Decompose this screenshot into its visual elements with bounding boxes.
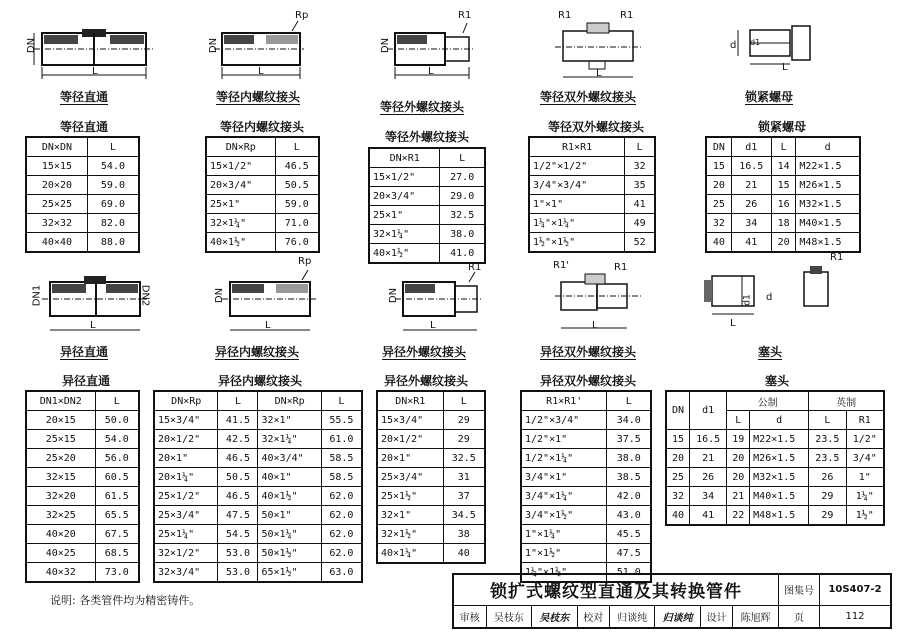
atlas-number: 10S407-2 (820, 574, 892, 605)
header-cell: L (625, 137, 655, 157)
equal-female-fig-caption: 等径内螺纹接头 (216, 90, 301, 104)
equal-double-male-table (528, 136, 656, 253)
table-cell: 25×1/2" (154, 487, 218, 506)
header-cell: R1 (846, 411, 884, 430)
table-cell: 54.5 (218, 525, 258, 544)
table-cell: 3/4"×3/4" (529, 176, 625, 195)
table-cell: 40×40 (26, 233, 87, 253)
header-cell: L (275, 137, 319, 157)
table-cell: 20×3/4" (206, 176, 275, 195)
table-cell: 41.0 (440, 244, 485, 264)
table-cell: 20×15 (26, 411, 95, 430)
reducing-straight-table (25, 390, 140, 583)
table-cell: 46.5 (275, 157, 319, 176)
table-cell: 40 (443, 544, 485, 564)
header-cell: DN1×DN2 (26, 391, 95, 411)
r1-label: R1 (614, 262, 628, 273)
table-cell: M22×1.5 (750, 430, 809, 449)
table-cell: 53.0 (218, 544, 258, 563)
l-label: L (730, 318, 736, 329)
table-cell: M40×1.5 (796, 214, 860, 233)
equal-male-table-caption: 等径外螺纹接头 (385, 130, 470, 144)
table-cell: 40×25 (26, 544, 95, 563)
header-cell: R1×R1 (529, 137, 625, 157)
d-label: d (730, 40, 737, 51)
header-cell: d1 (731, 137, 771, 157)
equal-straight-table-caption: 等径直通 (60, 120, 109, 134)
header-cell: L (727, 411, 750, 430)
table-cell: 15 (771, 176, 796, 195)
table-cell: 34 (731, 214, 771, 233)
table-cell: 32×1¼" (206, 214, 275, 233)
table-cell: 20×1" (154, 449, 218, 468)
table-cell: 62.0 (321, 506, 362, 525)
table-cell: 26 (809, 468, 846, 487)
l-label: L (90, 320, 96, 331)
table-cell: 46.5 (218, 449, 258, 468)
reducing-straight-figure (40, 268, 150, 348)
table-cell: 25×20 (26, 449, 95, 468)
table-cell: 20×1¼" (154, 468, 218, 487)
rp-label: Rp (298, 256, 312, 267)
dn-label: DN (380, 37, 392, 54)
table-cell: 59.0 (275, 195, 319, 214)
header-cell: DN (706, 137, 731, 157)
table-cell: 32.5 (443, 449, 485, 468)
table-cell: 32×15 (26, 468, 95, 487)
table-cell: 1"×1½" (521, 544, 607, 563)
table-cell: 50×1" (258, 506, 321, 525)
table-cell: 40×1½" (258, 487, 321, 506)
table-cell: 20 (666, 449, 689, 468)
table-cell: 37 (443, 487, 485, 506)
table-cell: 1"×1" (529, 195, 625, 214)
table-cell: 38.0 (440, 225, 485, 244)
header-cell: d1 (689, 391, 726, 430)
table-cell: 20 (727, 468, 750, 487)
reviewer-signature: 吴枝东 (532, 605, 577, 628)
proofer-name: 归谈纯 (609, 605, 654, 628)
table-cell: 18 (771, 214, 796, 233)
table-cell: 26 (689, 468, 726, 487)
header-cell: L (87, 137, 139, 157)
d1-label: d1 (750, 38, 761, 47)
header-cell: L (607, 391, 651, 411)
reducing-male-figure (395, 268, 485, 348)
equal-double-male-fig-caption: 等径双外螺纹接头 (540, 90, 637, 104)
header-cell: L (443, 391, 485, 411)
table-cell: 47.5 (607, 544, 651, 563)
table-cell: 35 (625, 176, 655, 195)
table-cell: M32×1.5 (796, 195, 860, 214)
table-cell: 37.5 (607, 430, 651, 449)
r1-left-label: R1 (558, 10, 572, 21)
table-cell: 25×1" (206, 195, 275, 214)
dn-label: DN (388, 287, 400, 304)
equal-female-table (205, 136, 320, 253)
proof-label: 校对 (577, 605, 609, 628)
d1-label: d1 (742, 294, 753, 306)
table-cell: 61.5 (95, 487, 139, 506)
table-cell: 15×3/4" (154, 411, 218, 430)
header-cell: DN×Rp (206, 137, 275, 157)
table-cell: 20×20 (26, 176, 87, 195)
table-cell: 88.0 (87, 233, 139, 253)
table-cell: 76.0 (275, 233, 319, 253)
table-cell: 40×1" (258, 468, 321, 487)
table-cell: 1"×1¼" (521, 525, 607, 544)
table-cell: 15 (706, 157, 731, 176)
table-cell: 58.5 (321, 468, 362, 487)
table-cell: 1½" (846, 506, 884, 526)
table-cell: 1¼"×1¼" (529, 214, 625, 233)
d-label: d (766, 292, 773, 303)
dn1-label: DN1 (31, 284, 43, 307)
table-cell: M40×1.5 (750, 487, 809, 506)
table-cell: 23.5 (809, 430, 846, 449)
reducing-female-table-caption: 异径内螺纹接头 (218, 374, 303, 388)
table-cell: 40×32 (26, 563, 95, 583)
r1-right-label: R1 (620, 10, 634, 21)
table-cell: 27.0 (440, 168, 485, 187)
equal-male-table (368, 147, 486, 264)
table-cell: 54.0 (87, 157, 139, 176)
table-cell: 16.5 (689, 430, 726, 449)
reducing-male-fig-caption: 异径外螺纹接头 (382, 345, 467, 359)
table-cell: M26×1.5 (796, 176, 860, 195)
table-cell: 62.0 (321, 544, 362, 563)
table-cell: 1/2"×1¼" (521, 449, 607, 468)
plug-table (665, 390, 885, 526)
table-cell: 3/4" (846, 449, 884, 468)
table-cell: 25×1½" (377, 487, 443, 506)
page-number: 112 (820, 605, 892, 628)
review-label: 审核 (453, 605, 486, 628)
table-cell: 16 (771, 195, 796, 214)
table-cell: 68.5 (95, 544, 139, 563)
table-cell: 60.5 (95, 468, 139, 487)
plug-fig-caption: 塞头 (758, 345, 783, 359)
lock-nut-table-caption: 锁紧螺母 (758, 120, 807, 134)
table-cell: 25×15 (26, 430, 95, 449)
table-cell: 52 (625, 233, 655, 253)
dn-label: DN (214, 287, 226, 304)
table-cell: 25 (666, 468, 689, 487)
table-cell: 1/2"×1/2" (529, 157, 625, 176)
reducing-double-male-table-caption: 异径双外螺纹接头 (540, 374, 637, 388)
table-cell: 32 (706, 214, 731, 233)
equal-male-figure (385, 15, 475, 95)
table-cell: 14 (771, 157, 796, 176)
drawing-title: 锁扩式螺纹型直通及其转换管件 (453, 574, 779, 605)
table-cell: 19 (727, 430, 750, 449)
table-cell: 41 (731, 233, 771, 253)
header-cell: DN×R1 (369, 148, 440, 168)
table-cell: 40×1¼" (377, 544, 443, 564)
header-cell: L (218, 391, 258, 411)
table-cell: 41 (689, 506, 726, 526)
table-cell: 25×1" (369, 206, 440, 225)
table-cell: 29 (809, 506, 846, 526)
table-cell: 32×1" (377, 506, 443, 525)
header-cell: DN×DN (26, 137, 87, 157)
table-cell: 50×1¼" (258, 525, 321, 544)
header-cell: DN×Rp (258, 391, 321, 411)
table-cell: 15 (666, 430, 689, 449)
equal-straight-table (25, 136, 140, 253)
reducing-double-male-fig-caption: 异径双外螺纹接头 (540, 345, 637, 359)
table-cell: 67.5 (95, 525, 139, 544)
table-cell: 40 (706, 233, 731, 253)
r1-label: R1 (468, 262, 482, 273)
table-cell: 65×1½" (258, 563, 321, 583)
table-cell: 32.5 (440, 206, 485, 225)
table-cell: 25×1¼" (154, 525, 218, 544)
table-cell: 45.5 (607, 525, 651, 544)
equal-female-figure (212, 15, 307, 95)
reducing-male-table (376, 390, 486, 564)
table-cell: 40×1½" (206, 233, 275, 253)
header-cell: d (750, 411, 809, 430)
table-cell: 15×1/2" (206, 157, 275, 176)
lock-nut-figure (730, 22, 820, 82)
l-label: L (428, 66, 434, 77)
table-cell: 25×3/4" (154, 506, 218, 525)
proofer-signature: 归谈纯 (655, 605, 700, 628)
header-cell: L (809, 411, 846, 430)
table-cell: 26 (731, 195, 771, 214)
atlas-label: 图集号 (779, 574, 820, 605)
header-cell: DN×R1 (377, 391, 443, 411)
table-cell: 38 (443, 525, 485, 544)
table-cell: 32×25 (26, 506, 95, 525)
table-cell: 1/2"×1" (521, 430, 607, 449)
table-cell: 41 (625, 195, 655, 214)
dn2-label: DN2 (139, 284, 151, 307)
l-label: L (592, 320, 598, 331)
header-cell: DN (666, 391, 689, 430)
table-cell: 1½"×1½" (529, 233, 625, 253)
table-cell: 32×1¼" (258, 430, 321, 449)
table-cell: 31 (443, 468, 485, 487)
table-cell: 20×3/4" (369, 187, 440, 206)
table-cell: 1¼" (846, 487, 884, 506)
dn-label: DN (26, 37, 38, 54)
design-label: 设计 (700, 605, 732, 628)
l-label: L (430, 320, 436, 331)
table-cell: 20 (727, 449, 750, 468)
dn-label: DN (208, 37, 220, 54)
table-cell: 3/4"×1" (521, 468, 607, 487)
l-label: L (265, 320, 271, 331)
table-cell: 40 (666, 506, 689, 526)
reducing-female-figure (222, 268, 317, 348)
header-cell: L (771, 137, 796, 157)
table-cell: 32×1¼" (369, 225, 440, 244)
table-cell: 50.5 (218, 468, 258, 487)
table-cell: 47.5 (218, 506, 258, 525)
table-cell: 41.5 (218, 411, 258, 430)
equal-straight-figure (30, 15, 160, 95)
l-label: L (92, 66, 98, 77)
table-cell: 32 (625, 157, 655, 176)
table-cell: 3/4"×1½" (521, 506, 607, 525)
table-cell: 58.5 (321, 449, 362, 468)
table-cell: 50×1½" (258, 544, 321, 563)
title-block (452, 573, 892, 629)
table-cell: 1/2" (846, 430, 884, 449)
table-cell: 29 (809, 487, 846, 506)
lock-nut-table (705, 136, 861, 253)
equal-male-fig-caption: 等径外螺纹接头 (380, 100, 465, 114)
table-cell: 54.0 (95, 430, 139, 449)
lock-nut-fig-caption: 锁紧螺母 (745, 90, 794, 104)
table-cell: 25×25 (26, 195, 87, 214)
table-cell: 40×1½" (369, 244, 440, 264)
table-cell: M48×1.5 (796, 233, 860, 253)
table-cell: 21 (727, 487, 750, 506)
l-label: L (596, 68, 602, 79)
table-cell: 23.5 (809, 449, 846, 468)
table-cell: 15×15 (26, 157, 87, 176)
table-cell: 32×1/2" (154, 544, 218, 563)
table-cell: M32×1.5 (750, 468, 809, 487)
rp-label: Rp (295, 10, 309, 21)
header-cell: d (796, 137, 860, 157)
table-cell: 50.0 (95, 411, 139, 430)
table-cell: 42.0 (607, 487, 651, 506)
table-cell: 32×20 (26, 487, 95, 506)
equal-female-table-caption: 等径内螺纹接头 (220, 120, 305, 134)
table-cell: 21 (731, 176, 771, 195)
table-cell: 34 (689, 487, 726, 506)
table-cell: 50.5 (275, 176, 319, 195)
reducing-straight-table-caption: 异径直通 (62, 374, 111, 388)
page-label: 页 (779, 605, 820, 628)
table-cell: 1" (846, 468, 884, 487)
reducing-female-table (153, 390, 363, 583)
header-cell: DN×Rp (154, 391, 218, 411)
table-cell: 42.5 (218, 430, 258, 449)
header-cell: L (321, 391, 362, 411)
table-cell: 82.0 (87, 214, 139, 233)
table-cell: 51.0 (607, 563, 651, 583)
table-cell: 59.0 (87, 176, 139, 195)
table-cell: 29 (443, 430, 485, 449)
table-cell: 62.0 (321, 525, 362, 544)
table-cell: 29 (443, 411, 485, 430)
table-cell: 46.5 (218, 487, 258, 506)
table-cell: M22×1.5 (796, 157, 860, 176)
table-cell: 32×32 (26, 214, 87, 233)
table-cell: 20 (771, 233, 796, 253)
table-cell: 20×1/2" (154, 430, 218, 449)
designer-name: 陈旭辉 (733, 605, 779, 628)
table-cell: 20×1" (377, 449, 443, 468)
table-cell: 71.0 (275, 214, 319, 233)
table-cell: 1¼"×1½" (521, 563, 607, 583)
table-cell: 73.0 (95, 563, 139, 583)
table-cell: 3/4"×1¼" (521, 487, 607, 506)
equal-straight-fig-caption: 等径直通 (60, 90, 109, 104)
table-cell: 43.0 (607, 506, 651, 525)
table-cell: 62.0 (321, 487, 362, 506)
header-cell: 英制 (809, 391, 884, 411)
table-cell: 25×3/4" (377, 468, 443, 487)
r1-prime-label: R1' (553, 260, 570, 271)
table-cell: 22 (727, 506, 750, 526)
reviewer-name: 吴枝东 (486, 605, 531, 628)
table-cell: 34.0 (607, 411, 651, 430)
note-text: 说明: 各类管件均为精密铸件。 (50, 594, 201, 607)
table-cell: 34.5 (443, 506, 485, 525)
reducing-male-table-caption: 异径外螺纹接头 (384, 374, 469, 388)
table-cell: 49 (625, 214, 655, 233)
r1-label: R1 (458, 10, 472, 21)
table-cell: 15×1/2" (369, 168, 440, 187)
table-cell: 32×3/4" (154, 563, 218, 583)
table-cell: 1/2"×3/4" (521, 411, 607, 430)
table-cell: 69.0 (87, 195, 139, 214)
r1-label: R1 (830, 252, 844, 263)
table-cell: 65.5 (95, 506, 139, 525)
table-cell: 55.5 (321, 411, 362, 430)
table-cell: M48×1.5 (750, 506, 809, 526)
table-cell: 32 (666, 487, 689, 506)
table-cell: 16.5 (731, 157, 771, 176)
table-cell: 29.0 (440, 187, 485, 206)
table-cell: 20 (706, 176, 731, 195)
table-cell: 38.5 (607, 468, 651, 487)
equal-double-male-table-caption: 等径双外螺纹接头 (548, 120, 645, 134)
table-cell: 32×1" (258, 411, 321, 430)
plug-table-caption: 塞头 (765, 374, 790, 388)
reducing-double-male-table (520, 390, 652, 583)
table-cell: 21 (689, 449, 726, 468)
table-cell: 40×20 (26, 525, 95, 544)
table-cell: 56.0 (95, 449, 139, 468)
reducing-straight-fig-caption: 异径直通 (60, 345, 109, 359)
table-cell: 15×3/4" (377, 411, 443, 430)
table-cell: 61.0 (321, 430, 362, 449)
table-cell: 53.0 (218, 563, 258, 583)
table-cell: 20×1/2" (377, 430, 443, 449)
header-cell: L (440, 148, 485, 168)
table-cell: 38.0 (607, 449, 651, 468)
header-cell: L (95, 391, 139, 411)
table-cell: 40×3/4" (258, 449, 321, 468)
reducing-double-male-figure (555, 268, 645, 348)
table-cell: 63.0 (321, 563, 362, 583)
equal-double-male-figure (555, 15, 645, 95)
l-label: L (782, 62, 788, 73)
header-cell: R1×R1' (521, 391, 607, 411)
table-cell: M26×1.5 (750, 449, 809, 468)
table-cell: 25 (706, 195, 731, 214)
header-cell: 公制 (727, 391, 809, 411)
l-label: L (258, 66, 264, 77)
reducing-female-fig-caption: 异径内螺纹接头 (215, 345, 300, 359)
table-cell: 32×1½" (377, 525, 443, 544)
